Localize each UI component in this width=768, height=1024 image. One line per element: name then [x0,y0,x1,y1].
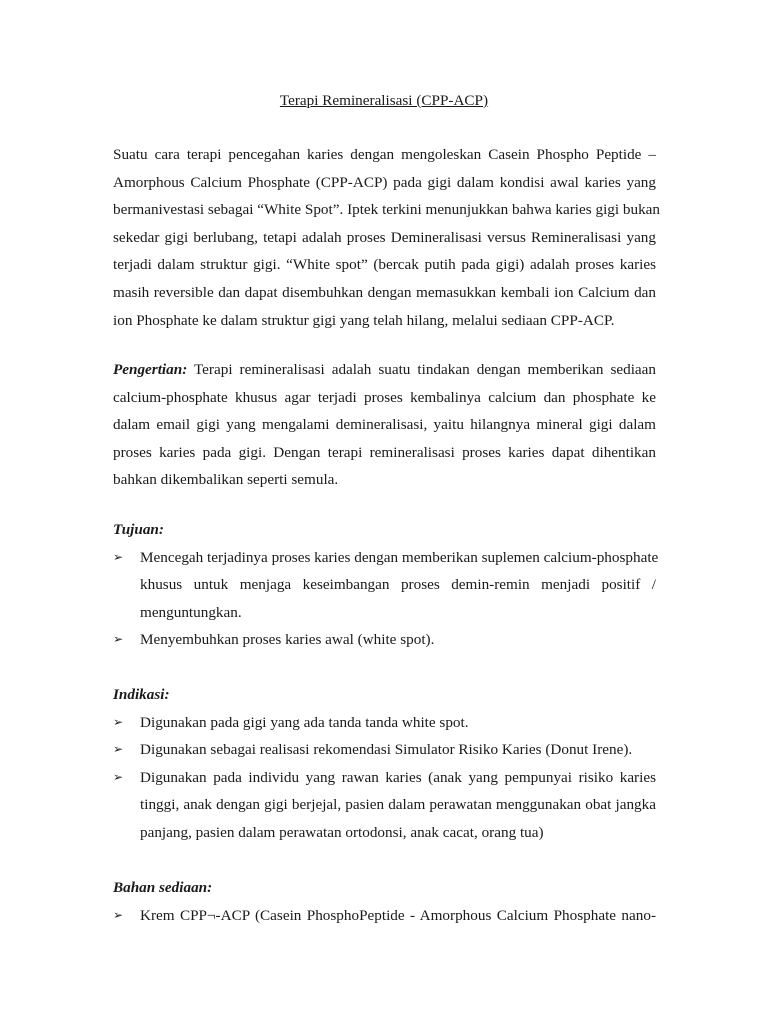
tujuan-section [113,516,659,654]
text-line: calcium-phosphate khusus agar terjadi proses kembalinya calcium dan phosphate ke [113,388,656,406]
document-title: Terapi Remineralisasi (CPP-ACP) [279,92,489,109]
bahan-heading: Bahan sediaan: [113,879,213,896]
arrow-bullet-icon: ➢ [113,769,124,784]
text-line: sekedar gigi berlubang, tetapi adalah proses Demineralisasi versus Remineralisasi yang [113,228,656,246]
text-line: ion Phosphate ke dalam struktur gigi yang telah hilang, melalui sediaan CPP-ACP. [113,311,615,329]
arrow-bullet-icon: ➢ [113,742,124,757]
text-line: tinggi, anak dengan gigi berjejal, pasien dalam perawatan menggunakan obat jangka [140,796,656,814]
list-item [113,544,659,627]
arrow-bullet-icon: ➢ [113,907,124,922]
list-item [113,626,656,654]
pengertian-paragraph [113,356,656,494]
text-line: Krem CPP¬-ACP (Casein PhosphoPeptide - Amorphous Calcium Phosphate nano- [140,906,656,924]
text-line: masih reversible dan dapat disembuhkan dengan memasukkan kembali ion Calcium dan [113,283,656,301]
text-line: bahkan dikembalikan seperti semula. [113,471,339,489]
tujuan-list [113,544,659,654]
text-line: terjadi dalam struktur gigi. “White spot” (bercak putih pada gigi) adalah proses karies [113,256,656,274]
arrow-bullet-icon: ➢ [113,632,124,647]
text-line: Amorphous Calcium Phosphate (CPP-ACP) pada gigi dalam kondisi awal karies yang [113,173,656,191]
arrow-bullet-icon: ➢ [113,549,124,564]
list-item [113,764,656,847]
bahan-list [113,902,656,930]
pengertian-label: Pengertian: [113,361,188,378]
indikasi-heading: Indikasi: [113,686,170,703]
list-item [113,736,656,764]
text-line: dalam email gigi yang mengalami demineralisasi, yaitu hilangnya mineral gigi dalam [113,416,656,434]
pengertian-first-line: Terapi remineralisasi adalah suatu tindakan dengan memberikan sediaan [187,361,656,378]
text-line: Suatu cara terapi pencegahan karies dengan mengoleskan Casein Phospho Peptide – [113,146,656,163]
text-line: bermanivestasi sebagai “White Spot”. Iptek terkini menunjukkan bahwa karies gigi bukan [113,201,661,219]
list-item [113,902,656,930]
text-line: Menyembuhkan proses karies awal (white spot). [140,631,435,649]
indikasi-list [113,709,656,847]
bahan-section [113,874,656,929]
arrow-bullet-icon: ➢ [113,714,124,729]
tujuan-heading: Tujuan: [113,521,164,538]
text-line: menguntungkan. [140,603,242,621]
text-line: Digunakan pada individu yang rawan karies (anak yang pempunyai risiko karies [140,768,656,786]
text-line: Digunakan sebagai realisasi rekomendasi Simulator Risiko Karies (Donut Irene). [140,741,633,759]
text-line: khusus untuk menjaga keseimbangan proses demin-remin menjadi positif / [140,576,656,594]
list-item [113,709,656,737]
text-line: Mencegah terjadinya proses karies dengan memberikan suplemen calcium-phosphate [140,548,659,566]
text-line: panjang, pasien dalam perawatan ortodonsi, anak cacat, orang tua) [140,823,544,841]
intro-paragraph [113,141,661,334]
text-line: proses karies pada gigi. Dengan terapi remineralisasi proses karies dapat dihentikan [113,443,656,461]
indikasi-section [113,681,656,847]
text-line: Digunakan pada gigi yang ada tanda tanda white spot. [140,713,469,731]
